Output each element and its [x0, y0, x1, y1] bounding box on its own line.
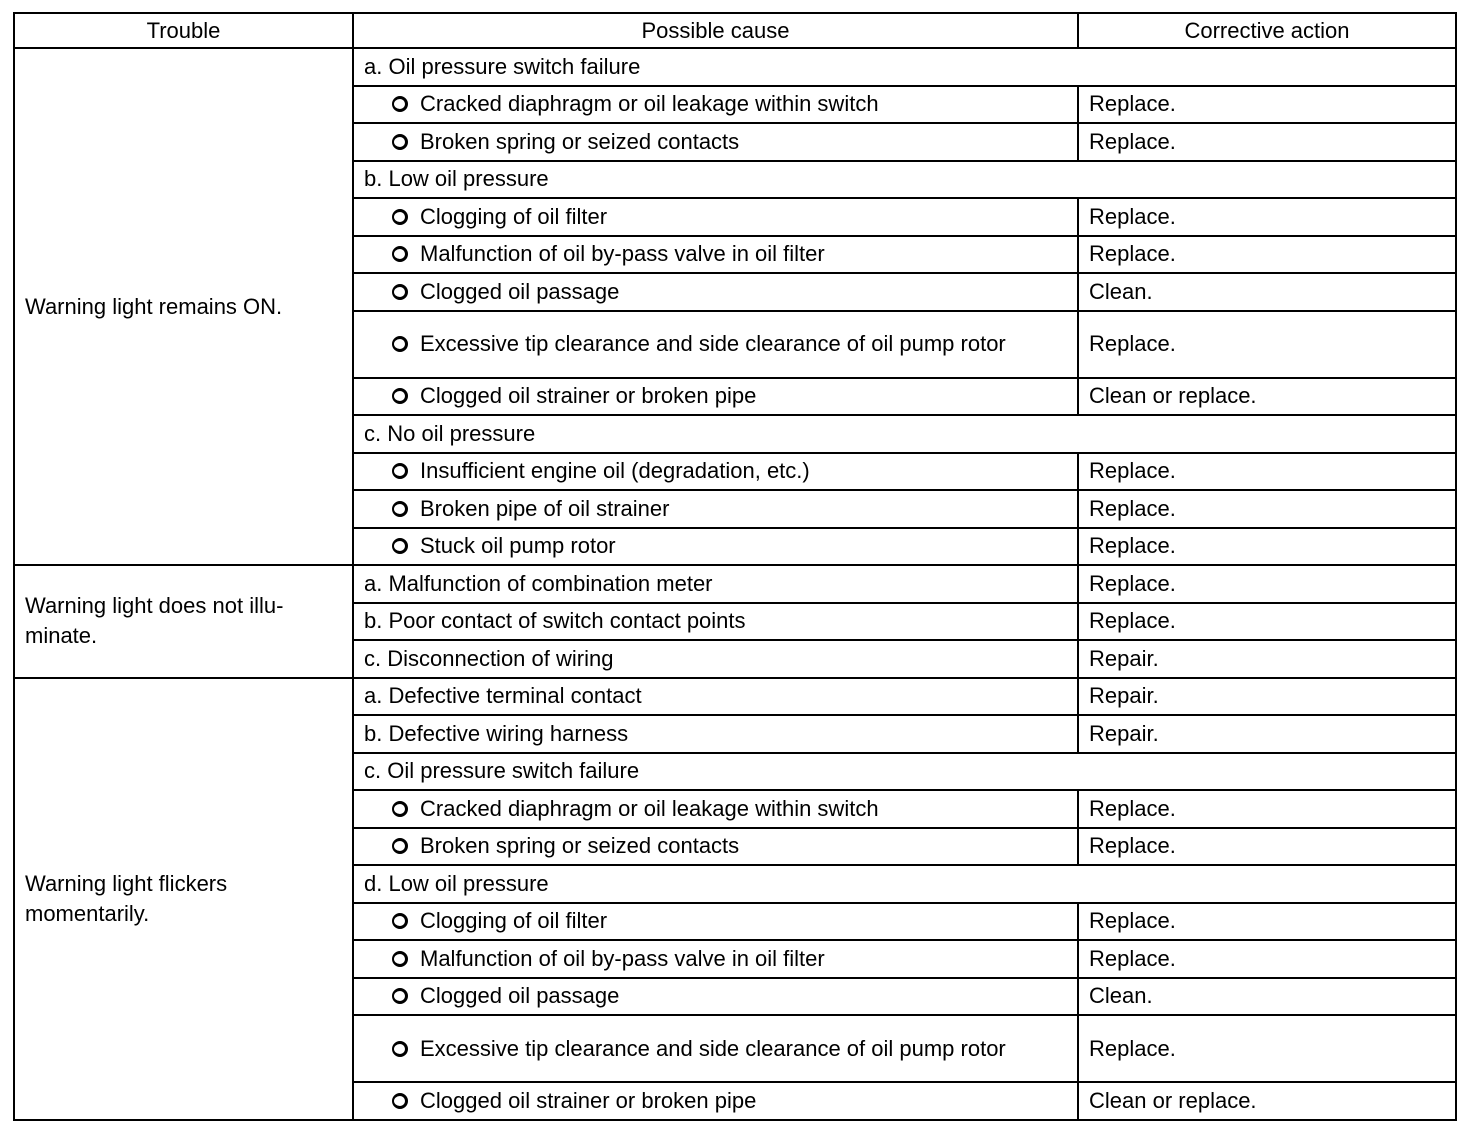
cause-cell — [353, 753, 1456, 791]
cause-text: Insufficient engine oil (degradation, etc.) — [420, 458, 810, 484]
circle-bullet-icon — [392, 1041, 408, 1057]
cause-text: Cracked diaphragm or oil leakage within switch — [420, 91, 879, 117]
cause-text: Clogged oil strainer or broken pipe — [420, 1087, 757, 1113]
circle-bullet-icon — [392, 96, 408, 112]
cause-text: b. Poor contact of switch contact points — [364, 608, 746, 634]
action-cell: Replace. — [1078, 311, 1456, 378]
cause-text: Cracked diaphragm or oil leakage within switch — [420, 795, 879, 821]
circle-bullet-icon — [392, 246, 408, 262]
cause-cell — [353, 86, 1078, 124]
cause-text: b. Defective wiring harness — [364, 720, 629, 746]
cause-text: a. Malfunction of combination meter — [364, 570, 713, 596]
circle-bullet-icon — [392, 988, 408, 1004]
circle-bullet-icon — [392, 463, 408, 479]
cause-text: Clogged oil passage — [420, 983, 620, 1009]
cause-cell — [353, 828, 1078, 866]
cause-cell — [353, 236, 1078, 274]
circle-bullet-icon — [392, 838, 408, 854]
circle-bullet-icon — [392, 134, 408, 150]
cause-cell — [353, 453, 1078, 491]
cause-cell — [353, 715, 1078, 753]
header-possible-cause: Possible cause — [353, 13, 1078, 48]
cause-cell — [353, 978, 1078, 1016]
cause-text: Broken spring or seized contacts — [420, 128, 740, 154]
cause-cell — [353, 161, 1456, 199]
cause-cell — [353, 273, 1078, 311]
circle-bullet-icon — [392, 1093, 408, 1109]
cause-text: Malfunction of oil by-pass valve in oil filter — [420, 945, 825, 971]
cause-cell — [353, 790, 1078, 828]
cause-text: c. Disconnection of wiring — [364, 645, 614, 671]
cause-text: d. Low oil pressure — [364, 870, 549, 896]
cause-cell — [353, 603, 1078, 641]
cause-cell — [353, 903, 1078, 941]
cause-text: Malfunction of oil by-pass valve in oil filter — [420, 241, 825, 267]
action-cell: Replace. — [1078, 790, 1456, 828]
table-row — [14, 48, 1456, 86]
action-cell: Replace. — [1078, 940, 1456, 978]
header-trouble: Trouble — [14, 13, 353, 48]
circle-bullet-icon — [392, 913, 408, 929]
action-cell: Replace. — [1078, 1015, 1456, 1082]
cause-text: Broken spring or seized contacts — [420, 833, 740, 859]
action-cell: Replace. — [1078, 603, 1456, 641]
action-cell: Repair. — [1078, 640, 1456, 678]
cause-cell — [353, 565, 1078, 603]
action-cell: Replace. — [1078, 903, 1456, 941]
action-cell: Replace. — [1078, 236, 1456, 274]
cause-text: Excessive tip clearance and side clearance of oil pump rotor — [420, 331, 1006, 356]
cause-cell — [353, 48, 1456, 86]
cause-cell — [353, 678, 1078, 716]
cause-cell — [353, 198, 1078, 236]
cause-cell — [353, 640, 1078, 678]
circle-bullet-icon — [392, 951, 408, 967]
circle-bullet-icon — [392, 336, 408, 352]
cause-cell — [353, 378, 1078, 416]
action-cell: Clean or replace. — [1078, 378, 1456, 416]
cause-text: Clogging of oil filter — [420, 908, 608, 934]
trouble-cell: Warning light remains ON. — [14, 48, 353, 565]
action-cell: Replace. — [1078, 86, 1456, 124]
cause-text: Clogging of oil filter — [420, 203, 608, 229]
table-row — [14, 565, 1456, 603]
action-cell: Replace. — [1078, 565, 1456, 603]
action-cell: Repair. — [1078, 715, 1456, 753]
action-cell: Replace. — [1078, 490, 1456, 528]
cause-cell — [353, 1015, 1078, 1082]
cause-cell — [353, 311, 1078, 378]
action-cell: Replace. — [1078, 828, 1456, 866]
circle-bullet-icon — [392, 388, 408, 404]
cause-cell — [353, 123, 1078, 161]
cause-text: a. Defective terminal contact — [364, 683, 642, 709]
cause-text: Clogged oil passage — [420, 278, 620, 304]
cause-text: Stuck oil pump rotor — [420, 533, 616, 559]
cause-cell — [353, 528, 1078, 566]
cause-text: c. No oil pressure — [364, 420, 536, 446]
cause-text: a. Oil pressure switch failure — [364, 53, 641, 79]
table-row — [14, 678, 1456, 716]
cause-cell — [353, 940, 1078, 978]
cause-cell — [353, 865, 1456, 903]
cause-cell — [353, 415, 1456, 453]
cause-cell — [353, 490, 1078, 528]
action-cell: Repair. — [1078, 678, 1456, 716]
action-cell: Clean. — [1078, 978, 1456, 1016]
action-cell: Replace. — [1078, 453, 1456, 491]
circle-bullet-icon — [392, 501, 408, 517]
circle-bullet-icon — [392, 209, 408, 225]
cause-text: Excessive tip clearance and side clearance of oil pump rotor — [420, 1035, 1006, 1061]
circle-bullet-icon — [392, 801, 408, 817]
action-cell: Replace. — [1078, 528, 1456, 566]
trouble-cell: Warning light flickers momentarily. — [14, 678, 353, 1120]
cause-text: b. Low oil pressure — [364, 166, 549, 192]
circle-bullet-icon — [392, 538, 408, 554]
trouble-cell: Warning light does not illu-minate. — [14, 565, 353, 678]
cause-text: Clogged oil strainer or broken pipe — [420, 383, 757, 409]
action-cell: Replace. — [1078, 123, 1456, 161]
header-corrective-action: Corrective action — [1078, 13, 1456, 48]
circle-bullet-icon — [392, 284, 408, 300]
action-cell: Clean or replace. — [1078, 1082, 1456, 1120]
cause-text: Broken pipe of oil strainer — [420, 495, 670, 521]
troubleshooting-table — [13, 12, 1457, 1121]
header-row — [14, 13, 1456, 48]
action-cell: Clean. — [1078, 273, 1456, 311]
cause-cell — [353, 1082, 1078, 1120]
action-cell: Replace. — [1078, 198, 1456, 236]
cause-text: c. Oil pressure switch failure — [364, 758, 640, 784]
